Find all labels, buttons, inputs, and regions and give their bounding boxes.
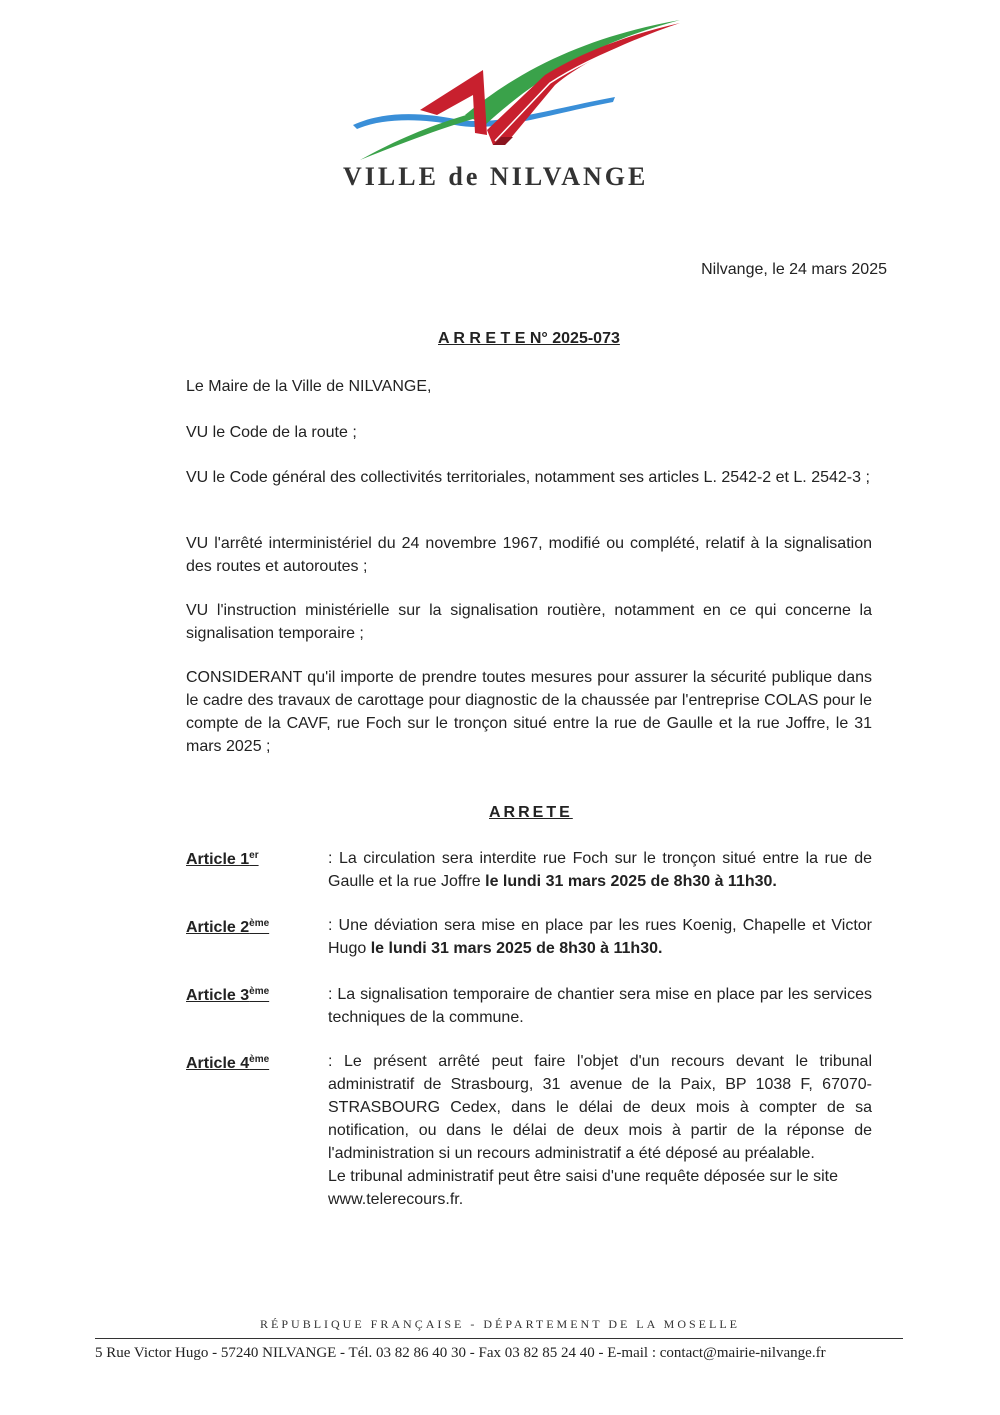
vu-instruction-ministerielle: VU l'instruction ministérielle sur la signalisation routière, notamment en ce qui concerne la signalisation temporaire ; — [186, 602, 872, 642]
footer-address: 5 Rue Victor Hugo - 57240 NILVANGE - Tél. 03 82 86 40 30 - Fax 03 82 85 24 40 - E-mail : contact@mairie-nilvange.fr — [95, 1345, 826, 1361]
vu-arrete-interministeriel: VU l'arrêté interministériel du 24 novembre 1967, modifié ou complété, relatif à la signalisation des routes et autoroutes ; — [186, 535, 872, 575]
article-2-text: : Une déviation sera mise en place par les rues Koenig, Chapelle et Victor Hugo le lundi 31 mars 2025 de 8h30 à 11h30. — [328, 917, 872, 957]
article-4-paragraph: : Le présent arrêté peut faire l'objet d'un recours devant le tribunal administratif de Strasbourg, 31 avenue de la Paix, BP 1038 F, 67070-STRASBOURG Cedex, dans le délai de deux mois à compter de sa notification, ou dans le délai de deux mois à partir de la réponse de l'administration si un recours administratif a été déposé au préalable. — [328, 1053, 872, 1162]
town-name: VILLE de NILVANGE — [343, 162, 649, 191]
considerant: CONSIDERANT qu'il importe de prendre toutes mesures pour assurer la sécurité publique dans le cadre des travaux de carottage pour diagnostic de la chaussée par l'entreprise COLAS pour le compte de la CAVF, rue Foch sur le tronçon situé entre la rue de Gaulle et la rue Joffre, le 31 mars 2025 ; — [186, 669, 872, 755]
footer-republique: RÉPUBLIQUE FRANÇAISE - DÉPARTEMENT DE LA MOSELLE — [260, 1317, 740, 1331]
mayor-line: Le Maire de la Ville de NILVANGE, — [186, 378, 432, 395]
article-4-text — [328, 1050, 872, 1211]
arrete-number: A R R E T E N° 2025-073 — [438, 330, 620, 347]
article-4-label: Article 4ème — [186, 1054, 270, 1072]
article-3-label: Article 3ème — [186, 986, 270, 1004]
article-2-label: Article 2ème — [186, 918, 270, 936]
date-line: Nilvange, le 24 mars 2025 — [701, 261, 887, 278]
article-4-telerecours: Le tribunal administratif peut être saisi d'une requête déposée sur le site www.telerecours.fr. — [328, 1168, 839, 1208]
article-3-text: : La signalisation temporaire de chantier sera mise en place par les services techniques de la commune. — [328, 986, 872, 1026]
footer-divider — [95, 1338, 903, 1339]
town-logo — [345, 15, 690, 165]
vu-code-route: VU le Code de la route ; — [186, 424, 357, 441]
vu-code-collectivites: VU le Code général des collectivités territoriales, notamment ses articles L. 2542-2 et L. 2542-3 ; — [186, 469, 870, 486]
article-1-label: Article 1er — [186, 850, 259, 868]
arrete-title: ARRETE — [489, 804, 573, 821]
article-1-text: : La circulation sera interdite rue Foch sur le tronçon situé entre la rue de Gaulle et la rue Joffre le lundi 31 mars 2025 de 8h30 à 11h30. — [328, 850, 872, 890]
